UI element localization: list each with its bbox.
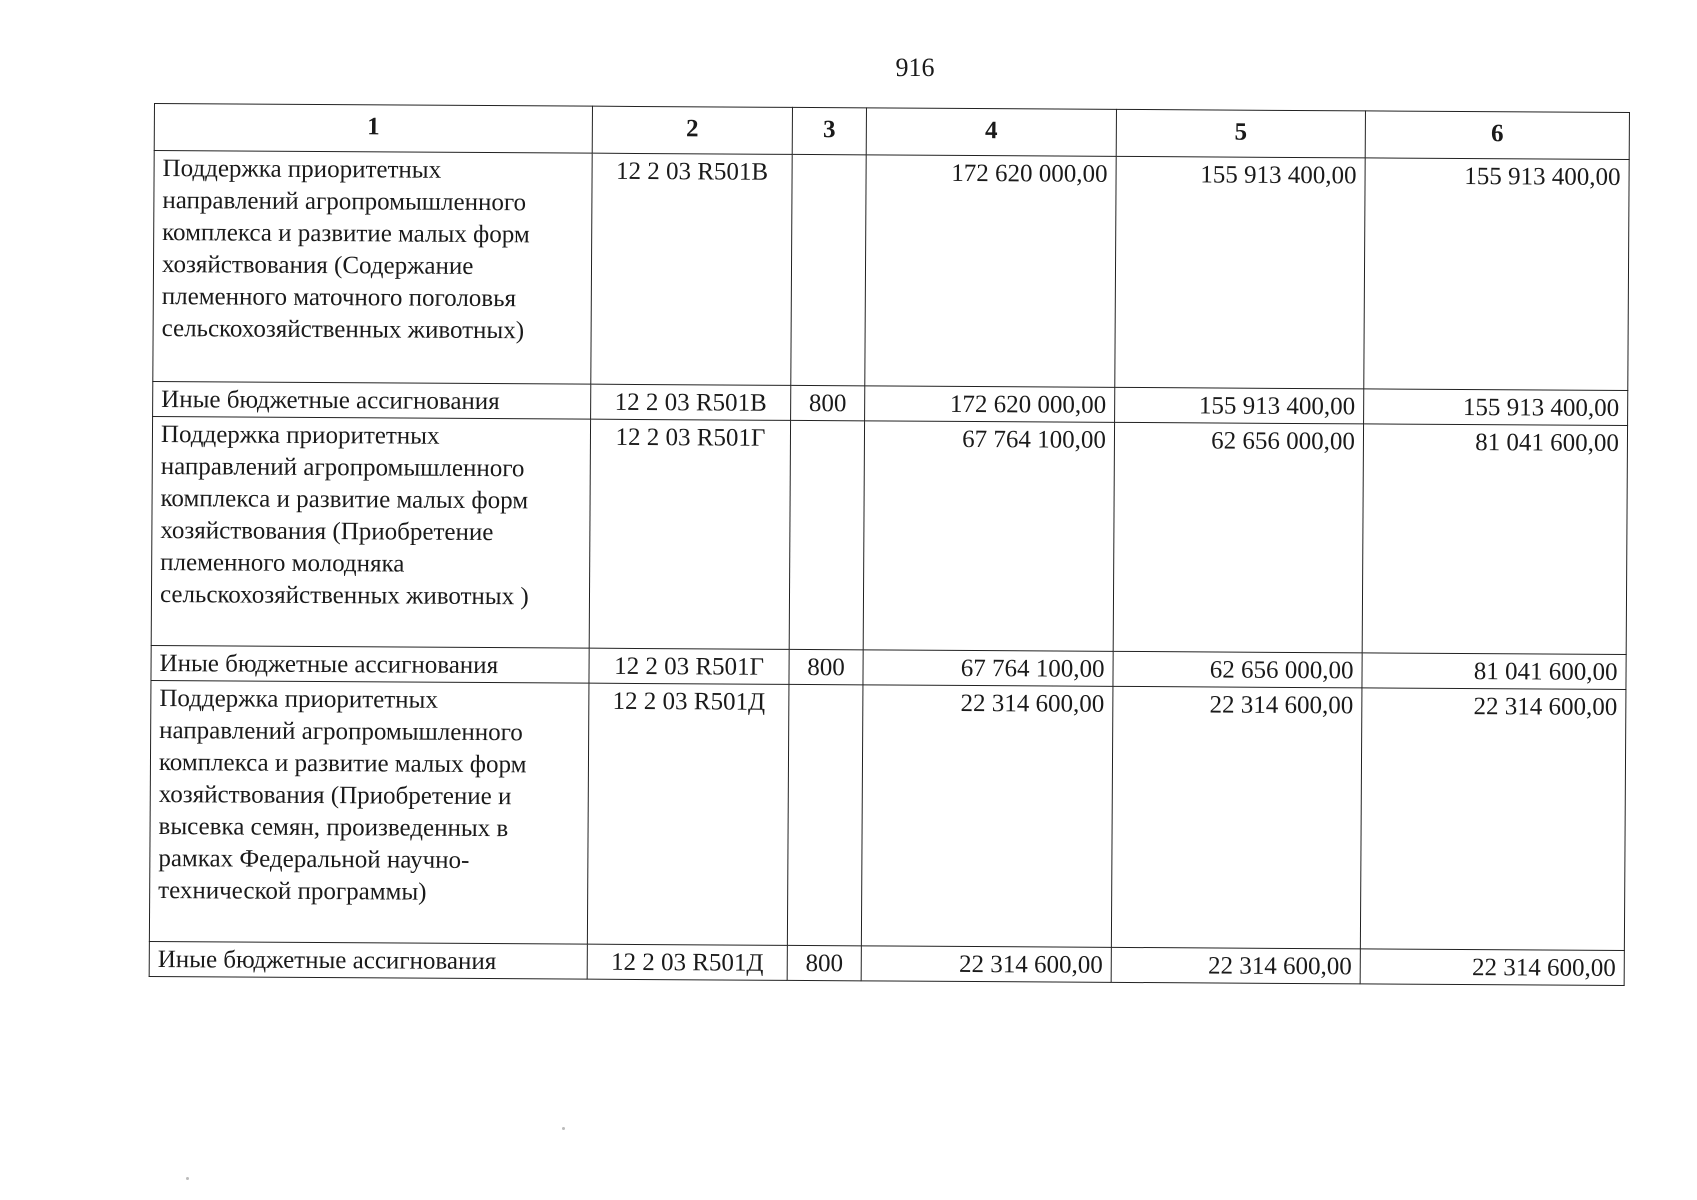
- row-name: Поддержка приоритетных направлений агропромышленного комплекса и развитие малых форм хозяйствования (Содержание племенного маточного поголовья сельскохозяйственных животных): [153, 151, 592, 385]
- header-cell: 2: [592, 106, 792, 154]
- row-amount-4: 172 620 000,00: [865, 386, 1115, 423]
- row-type: 800: [789, 649, 863, 684]
- row-amount-4: 172 620 000,00: [865, 155, 1116, 388]
- row-name: Иные бюджетные ассигнования: [153, 381, 591, 419]
- table-row: [149, 680, 1626, 950]
- row-amount-5: 62 656 000,00: [1113, 651, 1362, 688]
- row-code: 12 2 03 R501В: [591, 153, 792, 385]
- row-code: 12 2 03 R501Г: [589, 419, 790, 649]
- row-amount-5: 155 913 400,00: [1115, 156, 1365, 389]
- row-amount-5: 155 913 400,00: [1115, 387, 1364, 424]
- row-amount-4: 67 764 100,00: [863, 421, 1114, 652]
- row-type: [789, 420, 864, 649]
- row-amount-6: 81 041 600,00: [1362, 424, 1627, 655]
- header-cell: 4: [866, 108, 1116, 157]
- scan-speck: [186, 1177, 189, 1180]
- header-cell: 6: [1365, 111, 1629, 160]
- header-cell: 5: [1116, 109, 1365, 158]
- row-amount-4: 67 764 100,00: [863, 650, 1113, 687]
- row-amount-6: 22 314 600,00: [1360, 688, 1626, 951]
- row-type: [787, 684, 863, 945]
- row-amount-6: 81 041 600,00: [1362, 653, 1626, 690]
- row-amount-4: 22 314 600,00: [861, 685, 1113, 948]
- header-cell: 1: [154, 104, 592, 154]
- row-type: 800: [791, 385, 865, 420]
- row-code: 12 2 03 R501Д: [587, 683, 789, 945]
- row-amount-6: 155 913 400,00: [1364, 389, 1628, 426]
- row-name: Поддержка приоритетных направлений агропромышленного комплекса и развитие малых форм хозяйствования (Приобретение и высевка семян, произведенных в рамках Федеральной научно-технической программы): [149, 680, 589, 944]
- row-name: Иные бюджетные ассигнования: [151, 645, 589, 683]
- row-type: [791, 154, 866, 385]
- row-code: 12 2 03 R501В: [591, 384, 791, 420]
- row-amount-4: 22 314 600,00: [861, 946, 1111, 983]
- row-code: 12 2 03 R501Г: [589, 648, 789, 684]
- row-code: 12 2 03 R501Д: [587, 944, 787, 980]
- table-row: [151, 416, 1627, 654]
- row-amount-6: 155 913 400,00: [1364, 158, 1629, 391]
- row-amount-6: 22 314 600,00: [1360, 949, 1624, 986]
- row-name: Иные бюджетные ассигнования: [149, 941, 587, 979]
- header-cell: 3: [792, 107, 866, 154]
- scan-speck: [562, 1127, 565, 1130]
- page-number: 916: [895, 53, 935, 82]
- budget-table-container: [149, 103, 1630, 986]
- row-name: Поддержка приоритетных направлений агропромышленного комплекса и развитие малых форм хозяйствования (Приобретение племенного молодняка сельскохозяйственных животных ): [151, 416, 590, 648]
- row-amount-5: 22 314 600,00: [1111, 947, 1360, 984]
- row-amount-5: 62 656 000,00: [1113, 422, 1363, 653]
- table-row: [153, 151, 1629, 391]
- row-type: 800: [787, 945, 861, 980]
- row-amount-5: 22 314 600,00: [1111, 686, 1362, 949]
- budget-table: [149, 103, 1630, 986]
